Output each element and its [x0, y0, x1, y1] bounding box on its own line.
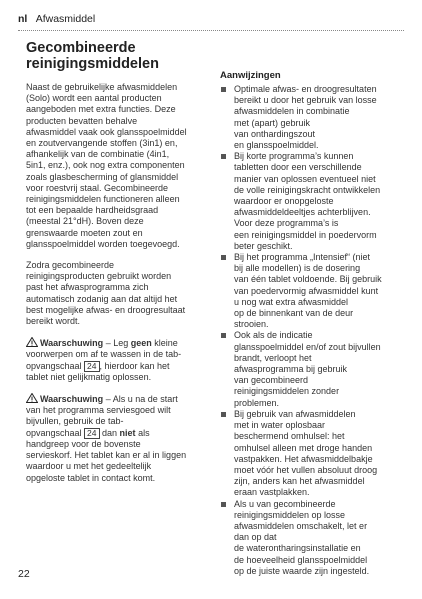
hints-title: Aanwijzingen: [220, 70, 281, 81]
left-column: [26, 40, 206, 494]
warning-text: kleine voorwerpen om af te wassen in de tab- opvangschaal: [26, 338, 182, 371]
warning-emphasis: niet: [119, 427, 136, 438]
hint-item: Ook als de indicatie glansspoelmiddel en/of zout bijvullen brandt, verloopt het afwasprogramma bij gebruik van gecombineerd reinigingsmiddelen zonder problemen.: [220, 330, 406, 408]
hint-item: Bij korte programma’s kunnen tabletten door een verschillende manier van oplossen eventueel niet de volle reinigingskracht ontwikkelen waardoor er onopgeloste afwasmiddeldeeltjes achterblijven. Voor deze programma’s is een reinigingsmiddel in poedervorm beter geschikt.: [220, 151, 406, 252]
hint-item: Optimale afwas- en droogresultaten bereikt u door het gebruik van losse afwasmiddelen in combinatie met (apart) gebruik van onthardingszout en glansspoelmiddel.: [220, 84, 406, 151]
warning-text: , hierdoor kan het tablet niet gelijkmatig oplossen.: [26, 360, 170, 382]
hint-item: Bij het programma „Intensief“ (niet bij alle modellen) is de dosering van één tablet voldoende. Bij gebruik van poedervormig afwasmiddel kunt u nog wat extra afwasmiddel op de binnenkant van de deur strooien.: [220, 252, 406, 330]
hint-item: Als u van gecombineerde reinigingsmiddelen op losse afwasmiddelen omschakelt, let er dan op dat de waterontharingsinstallatie en de hoeveelheid glansspoelmiddel op de juiste waarde zijn ingesteld.: [220, 499, 406, 577]
warning-emphasis: geen: [130, 338, 152, 349]
part-number-box: 24: [84, 361, 99, 372]
warning-text: dan: [99, 427, 120, 438]
hint-item: Bij gebruik van afwasmiddelen met in water oplosbaar beschermend omhulsel: het omhulsel alleen met droge handen vastpakken. Het afwasmiddelbakje moet vóór het vullen absoluut droog zijn, anders kan het afwasmiddel eraan vastplakken.: [220, 409, 406, 499]
section-name: Afwasmiddel: [35, 13, 96, 25]
part-number-box: 24: [84, 428, 99, 439]
auto-adjust-paragraph: Zodra gecombineerde reinigingsproducten gebruikt worden past het afwasprogramma zich automatisch zodanig aan dat altijd het best mogelijke afwas- en droogresultaat bereikt wordt.: [26, 260, 186, 327]
warning-label: Waarschuwing: [40, 394, 104, 405]
page-header: [18, 13, 95, 25]
intro-paragraph: Naast de gebruikelijke afwasmiddelen (Solo) wordt een aantal producten aangeboden met extra functies. Deze producten bevatten behalve afwasmiddel vaak ook glansspoelmiddel en zoutvervangende stoffen (3in1) en, afhankelijk van de combinatie (4in1, 5in1, enz.), ook nog extra componenten zoals glasbescherming of glansmiddel voor roestvrij staal. Gecombineerde reinigingsmiddelen functioneren alleen tot een bepaalde hardheidsgraad (meestal 21°dH). Boven deze grenswaarde moeten zout en glansspoelmiddel worden toegevoegd.: [26, 82, 187, 249]
warning-text: als handgreep voor de bovenste servieskorf. Het tablet kan er al in liggen waardoor u met het gedeeltelijk opgeloste tablet in contact komt.: [26, 427, 187, 483]
section-title: Gecombineerde reinigingsmiddelen: [26, 40, 159, 72]
warning-text: – Als u na de start van het programma serviesgoed wilt bijvullen, gebruik de tab- opvangschaal: [26, 394, 178, 438]
page-number: 22: [18, 568, 30, 580]
language-code: nl: [18, 13, 28, 25]
warning-text: – Leg: [103, 338, 131, 349]
warning-triangle-icon: [26, 337, 38, 347]
warning-triangle-icon: [26, 393, 38, 403]
warning-label: Waarschuwing: [40, 338, 104, 349]
header-divider: [18, 30, 404, 31]
warning-2: [26, 393, 206, 484]
hints-list: [220, 84, 406, 577]
right-column: [220, 70, 406, 577]
warning-1: [26, 337, 206, 383]
